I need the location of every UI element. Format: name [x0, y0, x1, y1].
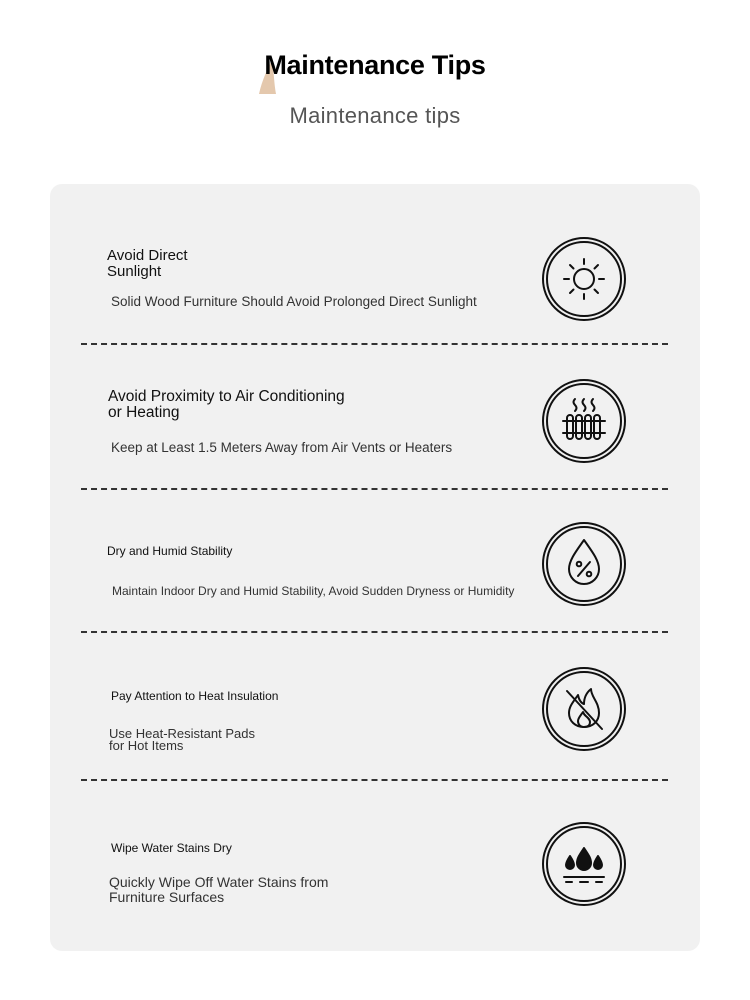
- tip-title: Pay Attention to Heat Insulation: [111, 689, 279, 703]
- tip-icon: [542, 379, 626, 463]
- tip-description: Keep at Least 1.5 Meters Away from Air Vents or Heaters: [111, 440, 453, 455]
- tip-icon: [542, 667, 626, 751]
- humidity-drop-icon: [542, 522, 626, 606]
- water-drops-icon: [542, 822, 626, 906]
- tip-description: Solid Wood Furniture Should Avoid Prolonged Direct Sunlight: [111, 294, 477, 309]
- tip-icon: [542, 522, 626, 606]
- tip-description: Quickly Wipe Off Water Stains from Furniture Surfaces: [109, 874, 329, 906]
- divider: [81, 488, 668, 490]
- tip-icon: [542, 822, 626, 906]
- divider: [81, 779, 668, 781]
- tip-title: Avoid Proximity to Air Conditioning or Heating: [108, 388, 345, 422]
- divider: [81, 343, 668, 345]
- tip-title: Wipe Water Stains Dry: [111, 841, 232, 855]
- tip-icon: [542, 237, 626, 321]
- divider: [81, 631, 668, 633]
- tip-description: Maintain Indoor Dry and Humid Stability, Avoid Sudden Dryness or Humidity: [112, 584, 515, 598]
- sun-icon: [542, 237, 626, 321]
- heater-icon: [542, 379, 626, 463]
- tip-title: Dry and Humid Stability: [107, 544, 233, 558]
- tip-description: Use Heat-Resistant Pads for Hot Items: [109, 726, 255, 754]
- page-subtitle: Maintenance tips: [289, 103, 461, 128]
- tips-card: [50, 184, 700, 951]
- page-title: Maintenance Tips: [264, 50, 486, 80]
- page-header: [0, 0, 750, 160]
- tip-title: Avoid Direct Sunlight: [107, 247, 188, 280]
- no-fire-icon: [542, 667, 626, 751]
